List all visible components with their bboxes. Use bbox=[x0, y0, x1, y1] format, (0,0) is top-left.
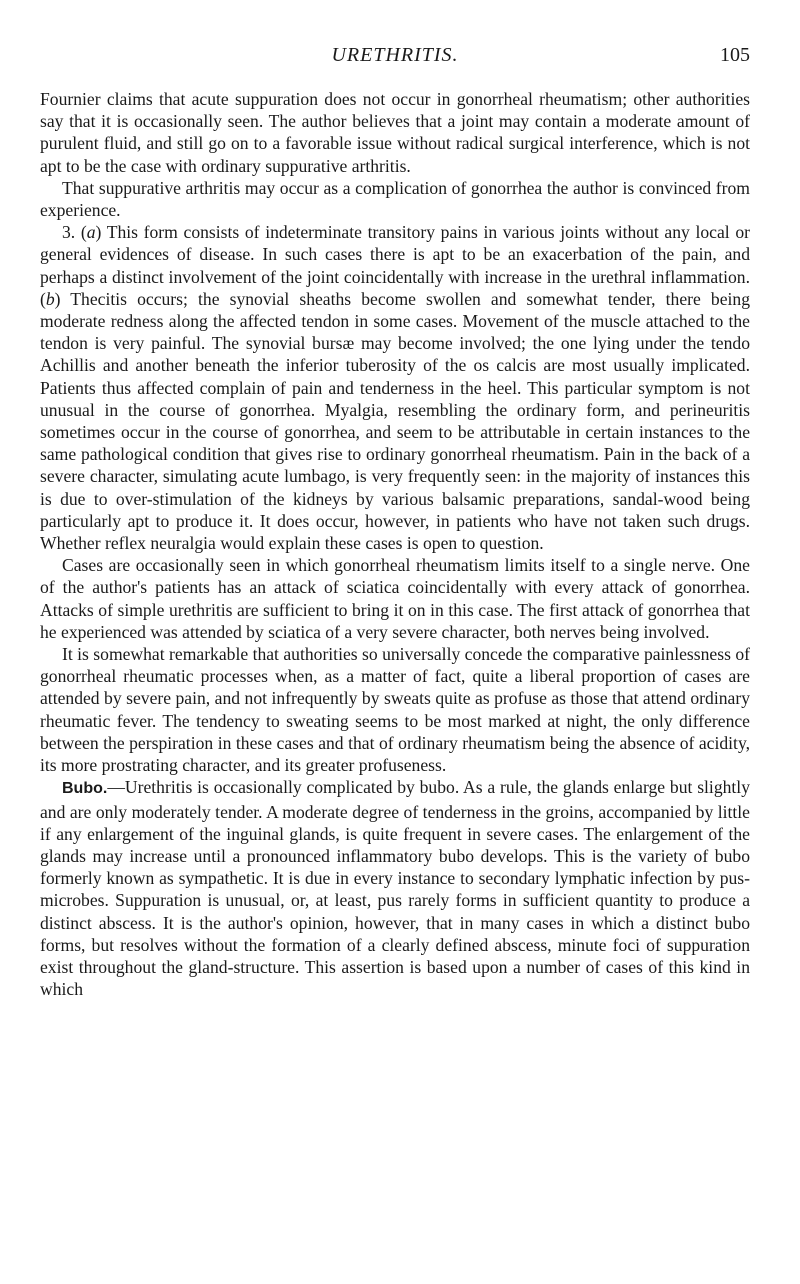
paragraph-bubo bbox=[40, 776, 750, 1000]
subitem-a-label: a bbox=[86, 222, 96, 243]
paragraph-single-nerve: Cases are occasionally seen in which gonorrheal rheumatism limits itself to a single nerve. One of the author's patients has an attack of sciatica coincidentally with every attack of gonorrhea. Attacks of simple urethritis are sufficient to bring it on in this case. The first attack of gonorrhea that he experienced was attended by sciatica of a very severe character, both nerves being involved. bbox=[40, 555, 750, 642]
subitem-b-text: ) Thecitis occurs; the synovial sheaths become swollen and somewhat tender, there being moderate redness along the affected tendon in some cases. Movement of the muscle attached to the tendon is very painful. The synovial bursæ may become involved; the one lying under the tendo Achillis and another beneath the inferior tuberosity of the os calcis are most usually implicated. Patients thus affected complain of pain and tenderness in the heel. This particular symptom is not unusual in the course of gonorrhea. Myalgia, resembling the ordinary form, and perineuritis sometimes occur in the course of gonorrhea, and seem to be attributable in certain instances to the same pathological condition that gives rise to ordinary gonorrheal rheumatism. Pain in the back of a severe character, simulating acute lumbago, is very frequently seen: in the majority of instances this is due to over-stimulation of the kidneys by various balsamic preparations, sandal-wood being particularly apt to produce it. It does occur, however, in patients who have not taken such drugs. Whether reflex neuralgia would explain these cases is open to question. bbox=[40, 288, 750, 554]
subitem-b-label: b bbox=[45, 288, 55, 309]
paragraph-suppurative-arthritis: That suppurative arthritis may occur as a complication of gonorrhea the author is convinced from experience. bbox=[40, 177, 750, 221]
paragraph-painlessness: It is somewhat remarkable that authorities so universally concede the comparative painlessness of gonorrheal rheumatic processes when, as a matter of fact, quite a liberal proportion of cases are attended by severe pain, and not infrequently by sweats quite as profuse as those that attend ordinary rheumatic fever. The tendency to sweating seems to be most marked at night, the only difference between the perspiration in these cases and that of ordinary rheumatism being the absence of acidity, its more prostrating character, and its greater profuseness. bbox=[40, 644, 750, 776]
subitem-a-text: ) This form consists of indeterminate transitory pains in various joints without any local or general evidences of disease. In such cases there is apt to be an exacerbation of the pain, and perhaps a distinct involvement of the joint coincidentally with increase in the urethral inflammation. ( bbox=[40, 222, 751, 309]
page-number: 105 bbox=[720, 44, 750, 66]
running-head bbox=[40, 44, 750, 72]
running-title: URETHRITIS. bbox=[331, 44, 459, 66]
paragraph-number: 3. ( bbox=[62, 222, 87, 243]
paragraph-bubo-text: —Urethritis is occasionally complicated by bubo. As a rule, the glands enlarge but slightly and are only moderately tender. A moderate degree of tenderness in the groins, accompanied by little if any enlargement of the inguinal glands, is quite frequent in severe cases. The enlargement of the glands may increase until a pronounced inflammatory bubo develops. This is the variety of bubo formerly known as sympathetic. It is due in every instance to secondary lymphatic infection by pus-microbes. Suppuration is unusual, or, at least, pus rarely forms in sufficient quantity to produce a distinct abscess. It is the author's opinion, however, that in many cases in which a distinct bubo forms, but resolves without the formation of a clearly defined abscess, minute foci of suppuration exist throughout the gland-structure. This assertion is based upon a number of cases of this kind in which bbox=[40, 777, 750, 1000]
run-in-heading-bubo: Bubo. bbox=[62, 780, 108, 798]
book-page bbox=[40, 44, 750, 1000]
paragraph-indeterminate-pains bbox=[40, 221, 750, 554]
body-text bbox=[40, 88, 750, 1000]
paragraph-suppuration: Fournier claims that acute suppuration does not occur in gonorrheal rheumatism; other authorities say that it is occasionally seen. The author believes that a joint may contain a moderate amount of purulent fluid, and still go on to a favorable issue without radical surgical interference, which is not apt to be the case with ordinary suppurative arthritis. bbox=[40, 89, 750, 176]
